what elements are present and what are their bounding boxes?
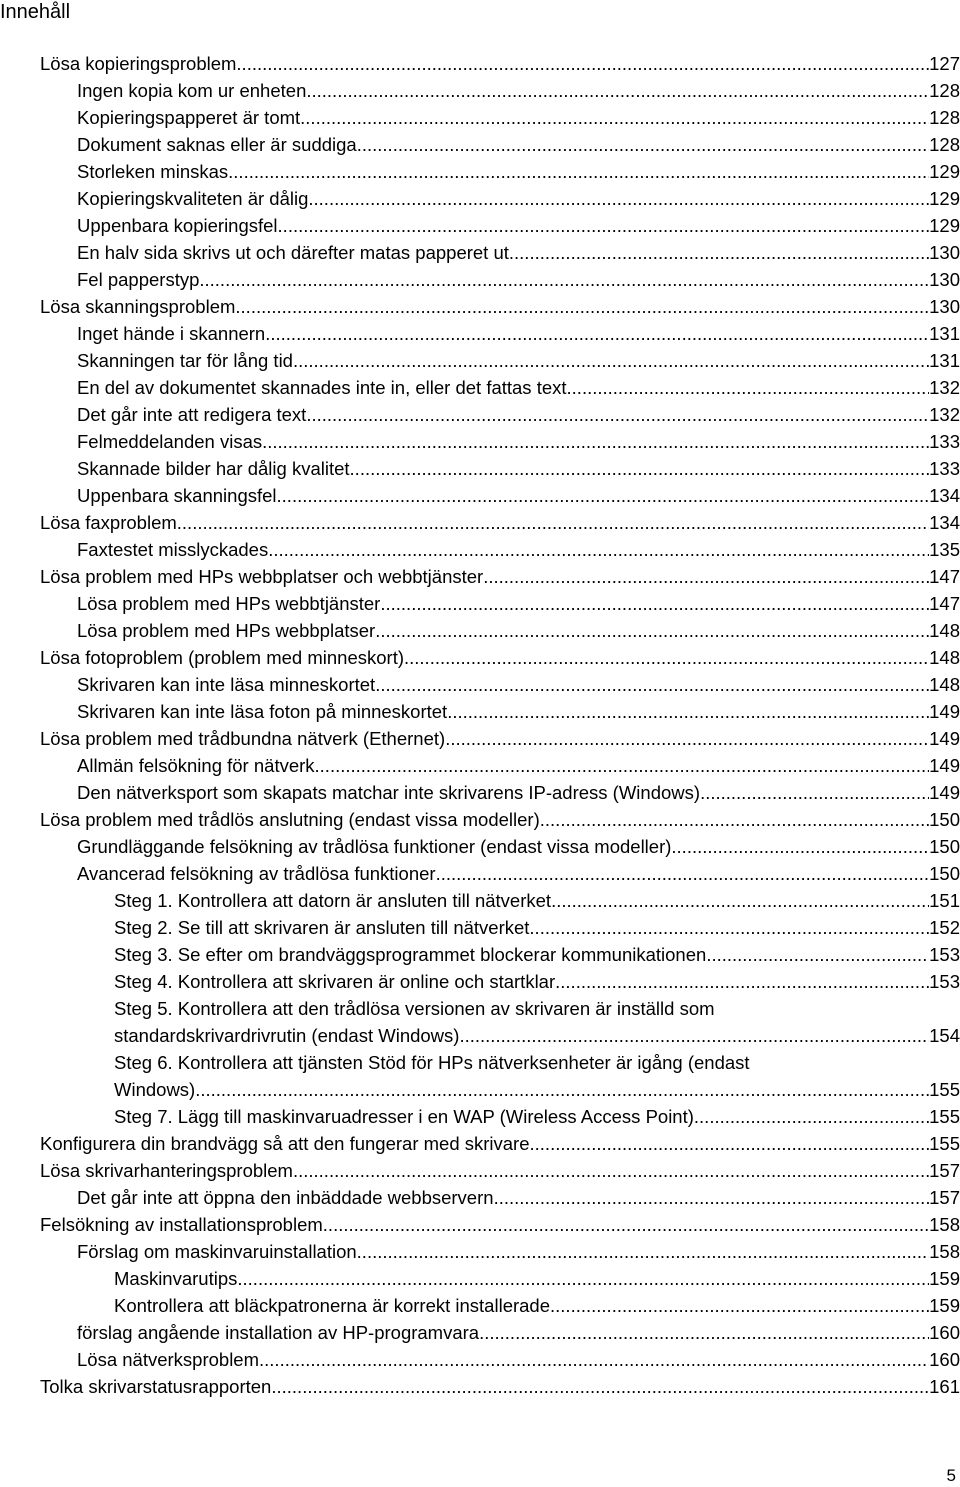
dot-leader	[308, 185, 929, 212]
toc-entry-page: 131	[929, 350, 960, 371]
toc-entry-title: Windows)	[114, 1079, 196, 1100]
toc-entry[interactable]	[40, 1373, 960, 1400]
dot-leader	[550, 1292, 929, 1319]
dot-leader	[540, 806, 929, 833]
toc-entry-page: 149	[929, 701, 960, 722]
toc-entry-page: 132	[929, 404, 960, 425]
dot-leader	[479, 1319, 929, 1346]
dot-leader	[237, 1265, 929, 1292]
toc-entry-title: Maskinvarutips	[114, 1268, 238, 1289]
toc-entry-title: Lösa skrivarhanteringsproblem	[40, 1160, 293, 1181]
dot-leader	[315, 752, 930, 779]
dot-leader	[195, 1076, 929, 1103]
toc-entry-title: förslag angående installation av HP-programvara	[77, 1322, 480, 1343]
toc-entry[interactable]	[40, 320, 960, 347]
toc-entry-title: Fel papperstyp	[77, 269, 200, 290]
toc-entry[interactable]	[40, 698, 960, 725]
toc-entry-title: Steg 6. Kontrollera att tjänsten Stöd för HPs nätverksenheter är igång (endast	[114, 1052, 750, 1073]
toc-entry-title: Kopieringskvaliteten är dålig	[77, 188, 309, 209]
toc-entry-page: 128	[929, 107, 960, 128]
toc-entry-page: 131	[929, 323, 960, 344]
toc-entry-page: 130	[929, 269, 960, 290]
dot-leader	[509, 239, 929, 266]
dot-leader	[306, 401, 929, 428]
toc-entry-title: Lösa problem med HPs webbtjänster	[77, 593, 381, 614]
dot-leader	[706, 941, 929, 968]
page-title: Innehåll	[0, 1, 71, 23]
toc-entry-title: Steg 1. Kontrollera att datorn är ansluten till nätverket	[114, 890, 552, 911]
toc-entry[interactable]	[40, 1211, 960, 1238]
toc-entry-title: Skrivaren kan inte läsa minneskortet	[77, 674, 376, 695]
toc-entry-title: Det går inte att öppna den inbäddade webbservern	[77, 1187, 494, 1208]
toc-entry[interactable]	[40, 50, 960, 77]
dot-leader	[177, 509, 929, 536]
toc-entry-title: Skanningen tar för lång tid	[77, 350, 293, 371]
toc-entry-title: Inget hände i skannern	[77, 323, 266, 344]
dot-leader	[551, 887, 929, 914]
toc-entry-page: 133	[929, 458, 960, 479]
toc-entry-title: Kopieringspapperet är tomt	[77, 107, 301, 128]
toc-entry-title: Uppenbara kopieringsfel	[77, 215, 278, 236]
toc-entry-page: 132	[929, 377, 960, 398]
toc-entry-title: Lösa problem med HPs webbplatser	[77, 620, 376, 641]
dot-leader	[350, 455, 930, 482]
toc-entry-title: Skannade bilder har dålig kvalitet	[77, 458, 350, 479]
toc-entry-page: 155	[929, 1133, 960, 1154]
toc-entry-page: 129	[929, 188, 960, 209]
dot-leader	[300, 104, 929, 131]
dot-leader	[293, 347, 929, 374]
toc-entry[interactable]	[40, 860, 960, 887]
dot-leader	[375, 617, 929, 644]
toc-entry[interactable]	[40, 239, 960, 266]
toc-entry-page: 157	[929, 1187, 960, 1208]
dot-leader	[278, 212, 930, 239]
toc-entry[interactable]	[40, 131, 960, 158]
page-number: 5	[946, 1466, 956, 1485]
dot-leader	[236, 50, 929, 77]
toc-entry-title: Faxtestet misslyckades	[77, 539, 269, 560]
toc-entry-page: 155	[929, 1079, 960, 1100]
toc-entry-title: Lösa problem med trådlös anslutning (endast vissa modeller)	[40, 809, 540, 830]
toc-entry[interactable]	[40, 833, 960, 860]
dot-leader	[375, 671, 929, 698]
toc-entry-title: Konfigurera din brandvägg så att den fungerar med skrivare	[40, 1133, 530, 1154]
toc-entry[interactable]	[40, 1157, 960, 1184]
toc-entry-page: 149	[929, 755, 960, 776]
dot-leader	[323, 1211, 929, 1238]
toc-entry-title: Det går inte att redigera text	[77, 404, 307, 425]
toc-entry[interactable]	[40, 347, 960, 374]
toc-entry[interactable]	[40, 1265, 960, 1292]
dot-leader	[483, 563, 929, 590]
toc-entry-page: 147	[929, 593, 960, 614]
toc-entry[interactable]	[40, 212, 960, 239]
toc-entry-title: Steg 7. Lägg till maskinvaruadresser i en WAP (Wireless Access Point)	[114, 1106, 694, 1127]
toc-entry-page: 133	[929, 431, 960, 452]
toc-entry-title: Dokument saknas eller är suddiga	[77, 134, 357, 155]
dot-leader	[265, 320, 929, 347]
toc-entry[interactable]	[40, 185, 960, 212]
toc-entry[interactable]	[40, 617, 960, 644]
dot-leader	[694, 1103, 929, 1130]
toc-entry-title: Lösa faxproblem	[40, 512, 177, 533]
dot-leader	[357, 131, 929, 158]
dot-leader	[404, 644, 929, 671]
dot-leader	[293, 1157, 929, 1184]
toc-entry[interactable]	[40, 563, 960, 590]
toc-entry-title: Felsökning av installationsproblem	[40, 1214, 323, 1235]
dot-leader	[530, 1130, 930, 1157]
toc-entry-title: Lösa skanningsproblem	[40, 296, 236, 317]
toc-entry-page: 148	[929, 620, 960, 641]
toc-entry-title: Lösa nätverksproblem	[77, 1349, 260, 1370]
toc-entry-title: Avancerad felsökning av trådlösa funktioner	[77, 863, 436, 884]
toc-entry[interactable]	[40, 941, 960, 968]
toc-entry[interactable]	[40, 536, 960, 563]
dot-leader	[199, 266, 929, 293]
toc-entry-title: Steg 3. Se efter om brandväggsprogrammet blockerar kommunikationen	[114, 944, 707, 965]
toc-entry[interactable]	[40, 455, 960, 482]
toc-entry-title: Uppenbara skanningsfel	[77, 485, 277, 506]
toc-entry-page: 159	[929, 1268, 960, 1289]
dot-leader	[306, 77, 929, 104]
dot-leader	[277, 482, 930, 509]
dot-leader	[567, 374, 930, 401]
toc-entry-title: Steg 4. Kontrollera att skrivaren är online och startklar	[114, 971, 556, 992]
toc-entry[interactable]	[40, 1130, 960, 1157]
toc-entry-title: Steg 2. Se till att skrivaren är ansluten till nätverket	[114, 917, 530, 938]
toc-entry-page: 149	[929, 782, 960, 803]
toc-entry[interactable]	[40, 266, 960, 293]
toc-entry[interactable]	[40, 806, 960, 833]
toc-entry[interactable]	[40, 77, 960, 104]
dot-leader	[436, 860, 930, 887]
toc-entry-page: 160	[929, 1322, 960, 1343]
toc-entry[interactable]	[40, 1238, 960, 1265]
toc-entry[interactable]	[40, 374, 960, 401]
toc-entry-title: Felmeddelanden visas	[77, 431, 263, 452]
toc-entry-page: 135	[929, 539, 960, 560]
dot-leader	[671, 833, 929, 860]
toc-entry[interactable]	[40, 1346, 960, 1373]
toc-entry-title: Skrivaren kan inte läsa foton på minneskortet	[77, 701, 448, 722]
toc-entry[interactable]	[40, 968, 960, 995]
dot-leader	[555, 968, 929, 995]
toc-entry-page: 134	[929, 485, 960, 506]
toc-entry-title: Kontrollera att bläckpatronerna är korrekt installerade	[114, 1295, 551, 1316]
toc-entry-page: 129	[929, 161, 960, 182]
toc-entry[interactable]	[40, 293, 960, 320]
toc-entry[interactable]	[40, 1184, 960, 1211]
dot-leader	[271, 1373, 929, 1400]
toc-entry-page: 150	[929, 836, 960, 857]
toc-entry-title: Den nätverksport som skapats matchar inte skrivarens IP-adress (Windows)	[77, 782, 701, 803]
dot-leader	[235, 293, 929, 320]
dot-leader	[494, 1184, 930, 1211]
toc-entry[interactable]	[40, 914, 960, 941]
toc-entry-title: Lösa problem med trådbundna nätverk (Ethernet)	[40, 728, 446, 749]
toc-entry[interactable]	[40, 482, 960, 509]
toc-entry-page: 148	[929, 647, 960, 668]
toc-entry[interactable]	[40, 1292, 960, 1319]
toc-entry-page: 150	[929, 809, 960, 830]
toc-entry-page: 153	[929, 944, 960, 965]
toc-entry[interactable]	[40, 401, 960, 428]
toc-entry-page: 155	[929, 1106, 960, 1127]
toc-entry-page: 158	[929, 1241, 960, 1262]
toc-entry-page: 130	[929, 296, 960, 317]
dot-leader	[259, 1346, 929, 1373]
toc-entry[interactable]	[40, 725, 960, 752]
toc-entry-title: Lösa problem med HPs webbplatser och webbtjänster	[40, 566, 484, 587]
dot-leader	[459, 1022, 929, 1049]
dot-leader	[228, 158, 929, 185]
toc-entry-title: Lösa fotoproblem (problem med minneskort)	[40, 647, 404, 668]
toc-entry[interactable]	[40, 779, 960, 806]
toc-entry[interactable]	[40, 104, 960, 131]
toc-entry[interactable]	[40, 671, 960, 698]
toc-entry[interactable]	[40, 158, 960, 185]
toc-entry-page: 158	[929, 1214, 960, 1235]
toc-entry-page: 129	[929, 215, 960, 236]
toc-entry-page: 128	[929, 80, 960, 101]
toc-entry-title: Förslag om maskinvaruinstallation	[77, 1241, 357, 1262]
toc-entry-page: 130	[929, 242, 960, 263]
toc-entry-page: 159	[929, 1295, 960, 1316]
toc-entry[interactable]	[40, 644, 960, 671]
toc-entry-page: 152	[929, 917, 960, 938]
toc-entry-page: 153	[929, 971, 960, 992]
dot-leader	[445, 725, 929, 752]
dot-leader	[529, 914, 929, 941]
toc-entry-page: 147	[929, 566, 960, 587]
toc-entry[interactable]	[40, 995, 960, 1049]
toc-entry[interactable]	[40, 428, 960, 455]
toc-entry-title: Allmän felsökning för nätverk	[77, 755, 315, 776]
toc-entry-title: En del av dokumentet skannades inte in, eller det fattas text	[77, 377, 567, 398]
dot-leader	[262, 428, 929, 455]
toc-entry-page: 160	[929, 1349, 960, 1370]
toc-entry-title: Steg 5. Kontrollera att den trådlösa versionen av skrivaren är inställd som	[114, 998, 715, 1019]
toc-entry-title: Storleken minskas	[77, 161, 229, 182]
toc-entry-title: En halv sida skrivs ut och därefter matas papperet ut	[77, 242, 509, 263]
toc-entry[interactable]	[40, 1049, 960, 1103]
toc-entry[interactable]	[40, 590, 960, 617]
dot-leader	[357, 1238, 929, 1265]
toc-entry-page: 154	[929, 1025, 960, 1046]
dot-leader	[447, 698, 929, 725]
toc-entry[interactable]	[40, 752, 960, 779]
toc-entry[interactable]	[40, 509, 960, 536]
dot-leader	[700, 779, 929, 806]
toc-entry-page: 157	[929, 1160, 960, 1181]
dot-leader	[380, 590, 929, 617]
toc-entry-page: 127	[929, 53, 960, 74]
toc-entry-page: 161	[929, 1376, 960, 1397]
toc-entry-title: Ingen kopia kom ur enheten	[77, 80, 307, 101]
toc-entry-title: Lösa kopieringsproblem	[40, 53, 237, 74]
toc-entry[interactable]	[40, 887, 960, 914]
dot-leader	[268, 536, 929, 563]
toc-entry-title: standardskrivardrivrutin (endast Windows)	[114, 1025, 460, 1046]
toc-entry-page: 128	[929, 134, 960, 155]
toc-entry-title: Grundläggande felsökning av trådlösa funktioner (endast vissa modeller)	[77, 836, 672, 857]
toc-entry-page: 150	[929, 863, 960, 884]
toc-entry-page: 149	[929, 728, 960, 749]
toc-entry[interactable]	[40, 1319, 960, 1346]
toc-entry-page: 151	[929, 890, 960, 911]
toc-entry-page: 134	[929, 512, 960, 533]
table-of-contents	[40, 50, 960, 1400]
toc-entry-page: 148	[929, 674, 960, 695]
toc-entry-title: Tolka skrivarstatusrapporten	[40, 1376, 272, 1397]
toc-entry[interactable]	[40, 1103, 960, 1130]
